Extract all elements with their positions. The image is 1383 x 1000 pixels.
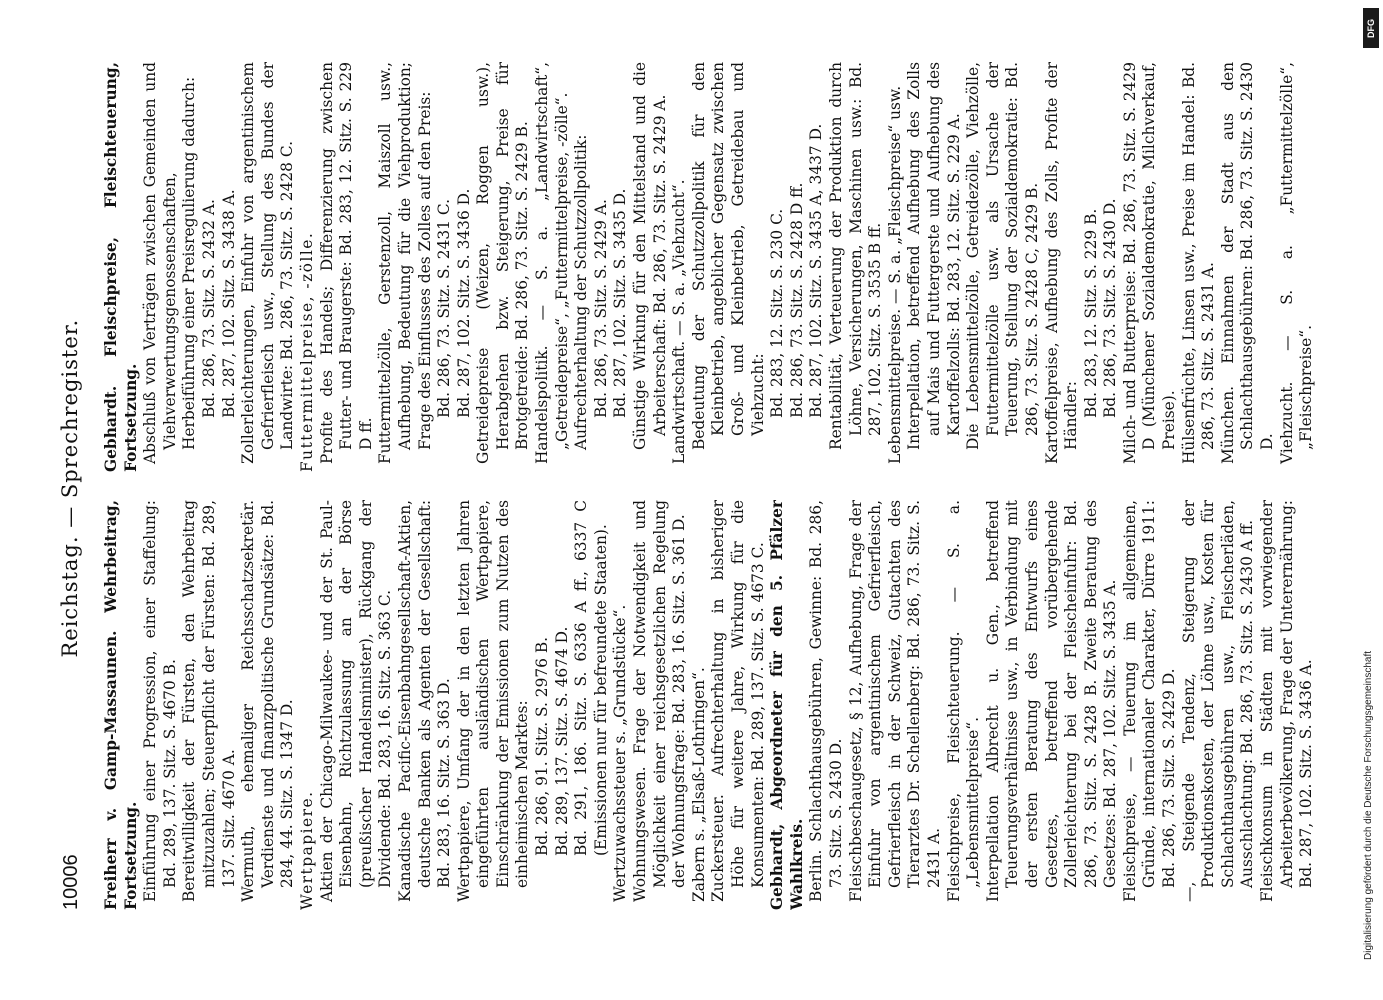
right-column [102,62,1317,472]
entry-heading: Gebhardt, Abgeordneter für den 5. Pfälzer Wahlkreis. [768,500,806,910]
index-subentry: Rentabilität, Verteuerung der Produktion durch Löhne, Versicherungen, Maschinen usw.: Bd. 287, 102. Sitz. S. 3535 B ff. [826,62,885,450]
index-entry: Wermuth, ehemaliger Reichsschatzsekretär. Verdienste und finanzpolitische Grundsätze: Bd. 284, 44. Sitz. S. 1347 D. [239,500,297,902]
index-entry: Kartoffelpreise, Aufhebung des Zolls, Profite der Händler: [1042,62,1081,464]
reference-line: Bd. 283, 12. Sitz. S. 229 B. [1081,208,1100,418]
index-entry: Milch- und Butterpreise: Bd. 286, 73. Sitz. S. 2429 D (Münchener Sozialdemokratie, Milchverkauf, Preise). [1120,62,1179,464]
index-subentry: Interpellation, betreffend Aufhebung des Zolls auf Mais und Futtergerste und Aufhebung des Kartoffelzolls: Bd. 283, 12. Sitz. S. 229 A. [905,62,963,450]
index-entry: Berlin. Schlachthausgebühren, Gewinne: Bd. 286, 73. Sitz. S. 2430 D. [807,500,845,902]
index-entry: Kanadische Pacific-Eisenbahngesellschaft-Aktien, deutsche Banken als Agenten der Gesellschaft: Bd. 283, 16. Sitz. S. 363 D. [395,500,454,902]
reference-line: Bd. 286, 73. Sitz. S. 2429 A. [591,199,610,418]
funding-note: Digitalisierung gefördert durch die Deutsche Forschungsgemeinschaft [1363,650,1374,960]
reference-line: Bd. 287, 102. Sitz. S. 3436 D. [454,188,473,418]
index-entry: Wertzuwachssteuer s. „Grundstücke“. [611,604,630,902]
index-entry: Fleischkonsum in Städten mit vorwiegender Arbeiterbevölkerung, Frage der Unterernährung: Bd. 287, 102. Sitz. S. 3436 A. [1258,500,1316,902]
reference-line: Bd. 286, 73. Sitz. S. 2431 C. [435,199,454,418]
index-subentry: Bedeutung der Schutzzollpolitik für den Kleinbetrieb, angeblicher Gegensatz zwischen Groß- und Kleinbetrieb, Getreidebau und Viehzucht: [689,62,767,450]
index-entry: Aktien der Chicago-Milwaukee- und der St. Paul-Eisenbahn, Richtzulassung an der Börse (preußischer Handelsminister), Rückgang der Dividende: Bd. 283, 16. Sitz. S. 363 C. [317,500,395,902]
index-entry: Zabern s. „Elsaß-Lothringen“. [689,667,708,902]
index-subentry: Die Lebensmittelzölle, Getreidezölle, Viehzölle, Futtermittelzölle usw. als Ursache der Teuerung, Stellung der Sozialdemokratie: Bd. 286, 73. Sitz. S. 2428 C, 2429 B. [964,62,1041,450]
running-title: Reichstag. — Sprechregister. [58,318,82,658]
index-entry: Abschluß von Verträgen zwischen Gemeinden und Viehverwertungsgenossenschaften, Herbeiführung einer Preisregulierung dadurch: [141,62,199,464]
index-entry: Hülsenfrüchte, Linsen usw., Preise im Handel: Bd. 286, 73. Sitz. S. 2431 A. [1179,62,1218,464]
index-subentry: Günstige Wirkung für den Mittelstand und die Arbeiterschaft: Bd. 286, 73. Sitz. S. 2429 A. [631,62,669,450]
index-entry: Viehzucht. — S. a. „Futtermittelzölle“, „Fleischpreise“. [1277,62,1316,464]
subject-heading: Futtermittelpreise, -zölle. [297,231,316,472]
reference-line: Bd. 287, 102. Sitz. S. 3438 A. [219,189,238,418]
index-entry: Einführung einer Progression, einer Staffelung: Bd. 289, 137. Sitz. S. 4670 B. [141,500,179,902]
index-entry: Fleischbeschaugesetz, § 12, Aufhebung, Frage der Einfuhr von argentinischem Gefrierfleisch, Gefrierfleisch in der Schweiz, Gutachten des Tierarztes Dr. Schellenberg: Bd. 286, 73. Sitz. S. 2431 A. [846,500,943,902]
reference-line: Bd. 291, 186. Sitz. S. 6336 A ff., 6337 C (Emissionen nur für befreundete Staaten). [572,500,610,856]
index-entry: Landwirtschaft. — S. a. „Viehzucht“. [670,179,689,464]
subject-heading: Wertpapiere. [297,790,316,910]
index-entry: Futtermittelzölle, Gerstenzoll, Maiszoll usw., Aufhebung, Bedeutung für die Viehproduktion; Frage des Einflusses des Zolles auf den Preis: [376,62,434,464]
page-number: 10006 [60,854,82,910]
reference-line: Bd. 283, 12. Sitz. S. 230 C. [768,208,787,418]
index-subentry: Aufrechterhaltung der Schutzzollpolitik: [572,134,591,450]
index-entry: München. Einnahmen der Stadt aus den Schlachthausgebühren: Bd. 286, 73. Sitz. S. 2430 D. [1218,62,1277,464]
index-entry: Fleischpreise, — Teuerung im allgemeinen, Gründe, internationaler Charakter, Dürre 1911: Bd. 286, 73. Sitz. S. 2429 D. [1120,500,1179,902]
index-entry: Profite des Handels; Differenzierung zwischen Futter- und Braugerste: Bd. 283, 12. Sitz. S. 229 D ff. [317,62,375,464]
reference-line: Bd. 287, 102. Sitz. S. 3435 A, 3437 D. [807,123,826,418]
index-entry: —, Steigende Tendenz, Steigerung der Produktionskosten, der Löhne usw., Kosten für Schlachthausgebühren usw., Fleischerläden, Ausschlachtung: Bd. 286, 73. Sitz. S. 2430 A ff. [1179,500,1257,902]
entry-heading: Freiherr v. Gamp-Massaunen. Wehrbeitrag, Fortsetzung. [102,500,140,910]
index-entry: Wertpapiere, Umfang der in den letzten Jahren eingeführten ausländischen Wertpapiere, Einschränkung der Emissionen zum Nutzen des einheimischen Marktes: [454,500,532,902]
reference-line: Bd. 289, 137. Sitz. S. 4674 D. [552,626,571,856]
index-entry: Zollerleichterungen, Einfuhr von argentinischem Gefrierfleisch usw., Stellung des Bundes der Landwirte: Bd. 286, 73. Sitz. S. 2428 C. [239,62,297,464]
index-entry: Zuckersteuer. Aufrechterhaltung in bisheriger Höhe für weitere Jahre, Wirkung für die Konsumenten: Bd. 289, 137. Sitz. S. 4673 C. [709,500,767,902]
index-entry: Getreidepreise (Weizen, Roggen usw.), Herabgehen bzw. Steigerung, Preise für Brotgetreide: Bd. 286, 73. Sitz. S. 2429 B. [474,62,532,464]
reference-line: Bd. 287, 102. Sitz. S. 3435 D. [611,188,630,418]
index-entry: Lebensmittelpreise. — S. a. „Fleischpreise“ usw. [885,85,904,464]
index-entry: Interpellation Albrecht u. Gen., betreffend Teuerungsverhältnisse usw., in Verbindung mit der ersten Beratung des Entwurfs eines Gesetzes, betreffend vorübergehende Zollerleichterung bei der Fleischeinfuhr: Bd. 286, 73. Sitz. S. 2428 B. Zweite Beratung des Gesetzes: Bd. 287, 102. Sitz. S. 3435 A. [983,500,1120,902]
reference-line: Bd. 286, 73. Sitz. S. 2432 A. [199,199,218,418]
columns [102,62,1317,910]
reference-line: Bd. 286, 73. Sitz. S. 2430 D. [1101,198,1120,418]
left-column [102,500,1317,910]
reference-line: Bd. 286, 91. Sitz. S. 2976 B. [533,636,552,856]
index-entry: Fleischpreise, Fleischteuerung. — S. a. „Lebensmittelpreise“. [944,500,983,902]
page-header [58,62,94,910]
reference-line: Bd. 286, 73. Sitz. S. 2428 D ff. [787,182,806,418]
index-entry: Wohnungswesen. Frage der Notwendigkeit und Möglichkeit einer reichsgesetzlichen Regelung der Wohnungsfrage: Bd. 283, 16. Sitz. S. 361 D. [631,500,689,902]
entry-heading: Gebhardt. Fleischpreise, Fleischteuerung, Fortsetzung. [102,62,140,472]
dfg-logo: DFG [1363,8,1379,48]
index-entry: Bereitwilligkeit der Fürsten, den Wehrbeitrag mitzuzahlen; Steuerpflicht der Fürsten: Bd. 289, 137. Sitz. 4670 A. [180,500,238,902]
index-entry: Handelspolitik. — S. a. „Landwirtschaft“, „Getreidepreise“, „Futtermittelpreise, -zölle“. [533,62,571,464]
